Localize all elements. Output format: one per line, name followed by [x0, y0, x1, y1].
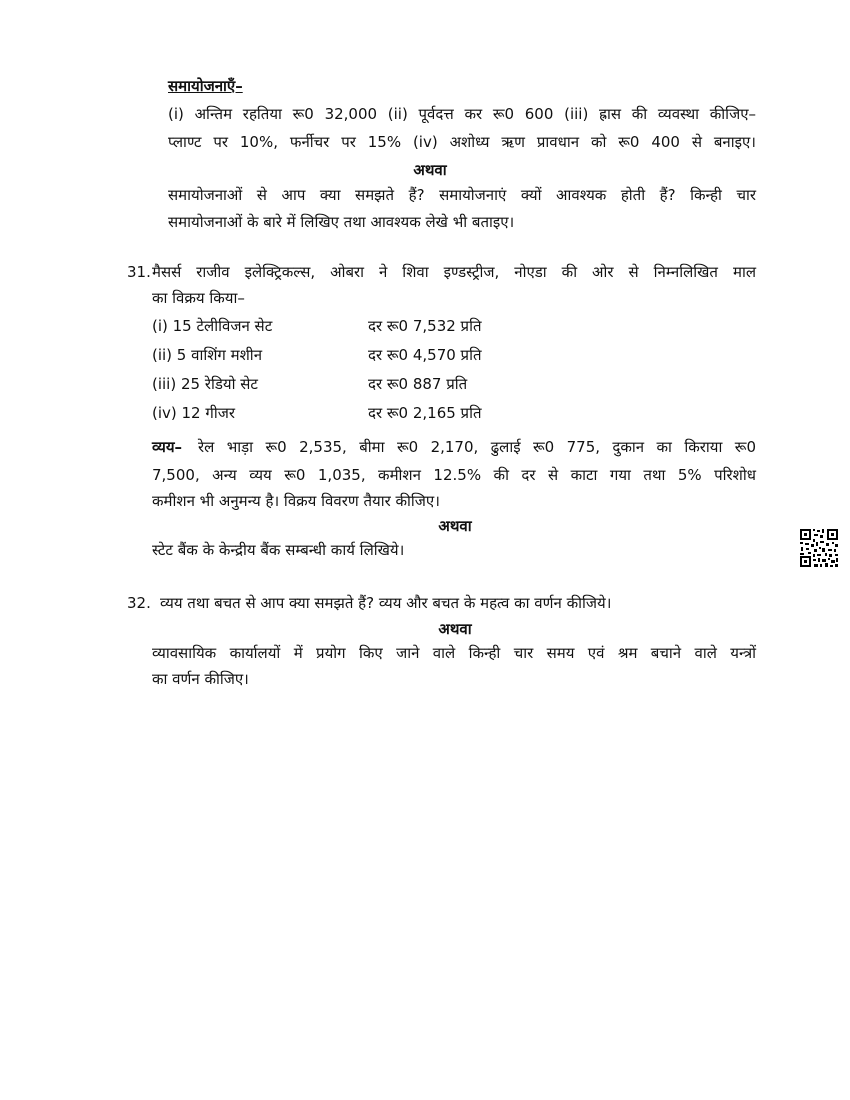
item-rate: दर रू0 7,532 प्रति — [368, 317, 482, 335]
or-label-q30: अथवा — [413, 161, 447, 179]
expense-line-3: कमीशन भी अनुमन्य है। विक्रय विवरण तैयार कीजिए। — [152, 492, 440, 510]
q30-alternative-line-1: समायोजनाओं से आप क्या समझते हैं? समायोजनाएं क्यों आवश्यक होती हैं? किन्ही चार — [168, 186, 756, 204]
q32-alternative-line-1: व्यावसायिक कार्यालयों में प्रयोग किए जाने वाले किन्ही चार समय एवं श्रम बचाने वाले यन्त्रों — [152, 644, 756, 662]
or-label-q32: अथवा — [438, 620, 472, 638]
q32-text-line-1: व्यय तथा बचत से आप क्या समझते हैं? व्यय और बचत के महत्व का वर्णन कीजिये। — [160, 594, 612, 612]
item-rate: दर रू0 887 प्रति — [368, 375, 468, 393]
q31-text-line-2: का विक्रय किया– — [152, 289, 245, 307]
q32-alternative-line-2: का वर्णन कीजिए। — [152, 670, 249, 688]
q31-text-line-1: मैसर्स राजीव इलेक्ट्रिकल्स, ओबरा ने शिवा इण्डस्ट्रीज, नोएडा की ओर से निम्नलिखित माल — [152, 263, 756, 281]
or-label-q31: अथवा — [438, 517, 472, 535]
q31-alternative-line-1: स्टेट बैंक के केन्द्रीय बैंक सम्बन्धी कार्य लिखिये। — [152, 541, 405, 559]
adjustment-line-1: (i) अन्तिम रहतिया रू0 32,000 (ii) पूर्वदत्त कर रू0 600 (iii) ह्रास की व्यवस्था कीजिए– — [168, 105, 756, 123]
expense-line-2: 7,500, अन्य व्यय रू0 1,035, कमीशन 12.5% की दर से काटा गया तथा 5% परिशोध — [152, 466, 756, 484]
question-number-31: 31. — [127, 263, 151, 281]
item-label: (iv) 12 गीजर — [152, 404, 235, 422]
q30-alternative-line-2: समायोजनाओं के बारे में लिखिए तथा आवश्यक लेखे भी बताइए। — [168, 213, 515, 231]
item-rate: दर रू0 2,165 प्रति — [368, 404, 482, 422]
question-number-32: 32. — [127, 594, 151, 612]
adjustment-line-2: प्लाण्ट पर 10%, फर्नीचर पर 15% (iv) अशोध्य ऋण प्रावधान को रू0 400 से बनाइए। — [168, 133, 756, 151]
item-label: (i) 15 टेलीविजन सेट — [152, 317, 273, 335]
qr-code-icon — [799, 528, 839, 568]
item-label: (ii) 5 वाशिंग मशीन — [152, 346, 263, 364]
adjustments-heading: समायोजनाएँ– — [168, 77, 243, 95]
expense-line-1: रेल भाड़ा रू0 2,535, बीमा रू0 2,170, ढुलाई रू0 775, दुकान का किराया रू0 — [198, 438, 756, 456]
item-label: (iii) 25 रेडियो सेट — [152, 375, 258, 393]
item-rate: दर रू0 4,570 प्रति — [368, 346, 482, 364]
expense-label: व्यय– — [152, 438, 183, 456]
